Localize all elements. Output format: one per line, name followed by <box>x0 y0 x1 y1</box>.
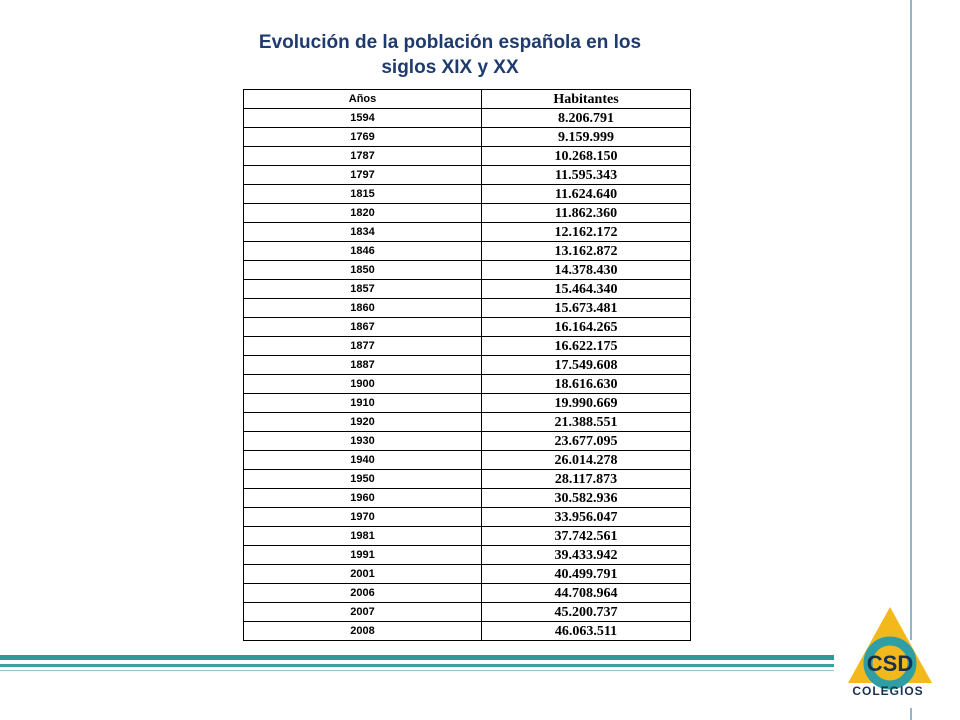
footer-band-medium <box>0 664 834 667</box>
footer-band-thin <box>0 670 834 671</box>
year-cell: 1960 <box>244 489 482 508</box>
year-cell: 1887 <box>244 356 482 375</box>
logo-letters: CSD <box>866 651 914 676</box>
header-year: Años <box>244 90 482 109</box>
population-cell: 10.268.150 <box>482 147 691 166</box>
year-cell: 2001 <box>244 565 482 584</box>
year-cell: 1857 <box>244 280 482 299</box>
population-cell: 16.164.265 <box>482 318 691 337</box>
year-cell: 1940 <box>244 451 482 470</box>
population-cell: 16.622.175 <box>482 337 691 356</box>
table-row <box>244 489 691 508</box>
population-cell: 15.464.340 <box>482 280 691 299</box>
population-cell: 21.388.551 <box>482 413 691 432</box>
year-cell: 2007 <box>244 603 482 622</box>
population-cell: 30.582.936 <box>482 489 691 508</box>
table-row <box>244 337 691 356</box>
table-row <box>244 242 691 261</box>
population-table <box>243 89 691 641</box>
population-cell: 12.162.172 <box>482 223 691 242</box>
year-cell: 1860 <box>244 299 482 318</box>
population-cell: 28.117.873 <box>482 470 691 489</box>
table-row <box>244 261 691 280</box>
table-row <box>244 470 691 489</box>
year-cell: 1815 <box>244 185 482 204</box>
table-row <box>244 451 691 470</box>
table-row <box>244 147 691 166</box>
table-row <box>244 394 691 413</box>
table-row <box>244 432 691 451</box>
year-cell: 1991 <box>244 546 482 565</box>
population-cell: 11.595.343 <box>482 166 691 185</box>
year-cell: 1970 <box>244 508 482 527</box>
page-title <box>200 30 700 80</box>
population-cell: 18.616.630 <box>482 375 691 394</box>
table-row <box>244 128 691 147</box>
population-cell: 45.200.737 <box>482 603 691 622</box>
table-row <box>244 356 691 375</box>
table-row <box>244 413 691 432</box>
table-row <box>244 565 691 584</box>
population-cell: 15.673.481 <box>482 299 691 318</box>
year-cell: 1920 <box>244 413 482 432</box>
year-cell: 1910 <box>244 394 482 413</box>
population-cell: 11.862.360 <box>482 204 691 223</box>
population-cell: 40.499.791 <box>482 565 691 584</box>
year-cell: 2008 <box>244 622 482 641</box>
table-row <box>244 375 691 394</box>
year-cell: 1850 <box>244 261 482 280</box>
table-row <box>244 299 691 318</box>
population-cell: 44.708.964 <box>482 584 691 603</box>
page-title-line-2: siglos XIX y XX <box>381 57 519 78</box>
year-cell: 1950 <box>244 470 482 489</box>
header-population: Habitantes <box>482 90 691 109</box>
year-cell: 1594 <box>244 109 482 128</box>
table-row <box>244 527 691 546</box>
year-cell: 1820 <box>244 204 482 223</box>
table-row <box>244 508 691 527</box>
population-cell: 39.433.942 <box>482 546 691 565</box>
year-cell: 2006 <box>244 584 482 603</box>
frame-line-vertical-top <box>910 0 912 640</box>
population-cell: 23.677.095 <box>482 432 691 451</box>
frame-line-vertical-bottom <box>910 708 912 720</box>
population-cell: 33.956.047 <box>482 508 691 527</box>
table-row <box>244 318 691 337</box>
page-title-line-1: Evolución de la población española en los <box>258 32 642 53</box>
table-row <box>244 622 691 641</box>
year-cell: 1769 <box>244 128 482 147</box>
footer-band-thick <box>0 655 834 660</box>
table-row <box>244 109 691 128</box>
population-cell: 11.624.640 <box>482 185 691 204</box>
year-cell: 1797 <box>244 166 482 185</box>
year-cell: 1900 <box>244 375 482 394</box>
year-cell: 1930 <box>244 432 482 451</box>
year-cell: 1877 <box>244 337 482 356</box>
population-cell: 26.014.278 <box>482 451 691 470</box>
population-cell: 8.206.791 <box>482 109 691 128</box>
table-row <box>244 185 691 204</box>
logo-text: COLEGIOS <box>852 684 924 698</box>
population-cell: 19.990.669 <box>482 394 691 413</box>
table-header-row <box>244 90 691 109</box>
year-cell: 1981 <box>244 527 482 546</box>
year-cell: 1787 <box>244 147 482 166</box>
year-cell: 1846 <box>244 242 482 261</box>
population-cell: 37.742.561 <box>482 527 691 546</box>
table-body <box>244 109 691 641</box>
year-cell: 1834 <box>244 223 482 242</box>
table-row <box>244 166 691 185</box>
population-cell: 17.549.608 <box>482 356 691 375</box>
population-cell: 46.063.511 <box>482 622 691 641</box>
table-row <box>244 584 691 603</box>
population-cell: 13.162.872 <box>482 242 691 261</box>
table-row <box>244 546 691 565</box>
year-cell: 1867 <box>244 318 482 337</box>
table-row <box>244 204 691 223</box>
table-row <box>244 280 691 299</box>
table-row <box>244 223 691 242</box>
population-cell: 14.378.430 <box>482 261 691 280</box>
population-cell: 9.159.999 <box>482 128 691 147</box>
table-row <box>244 603 691 622</box>
